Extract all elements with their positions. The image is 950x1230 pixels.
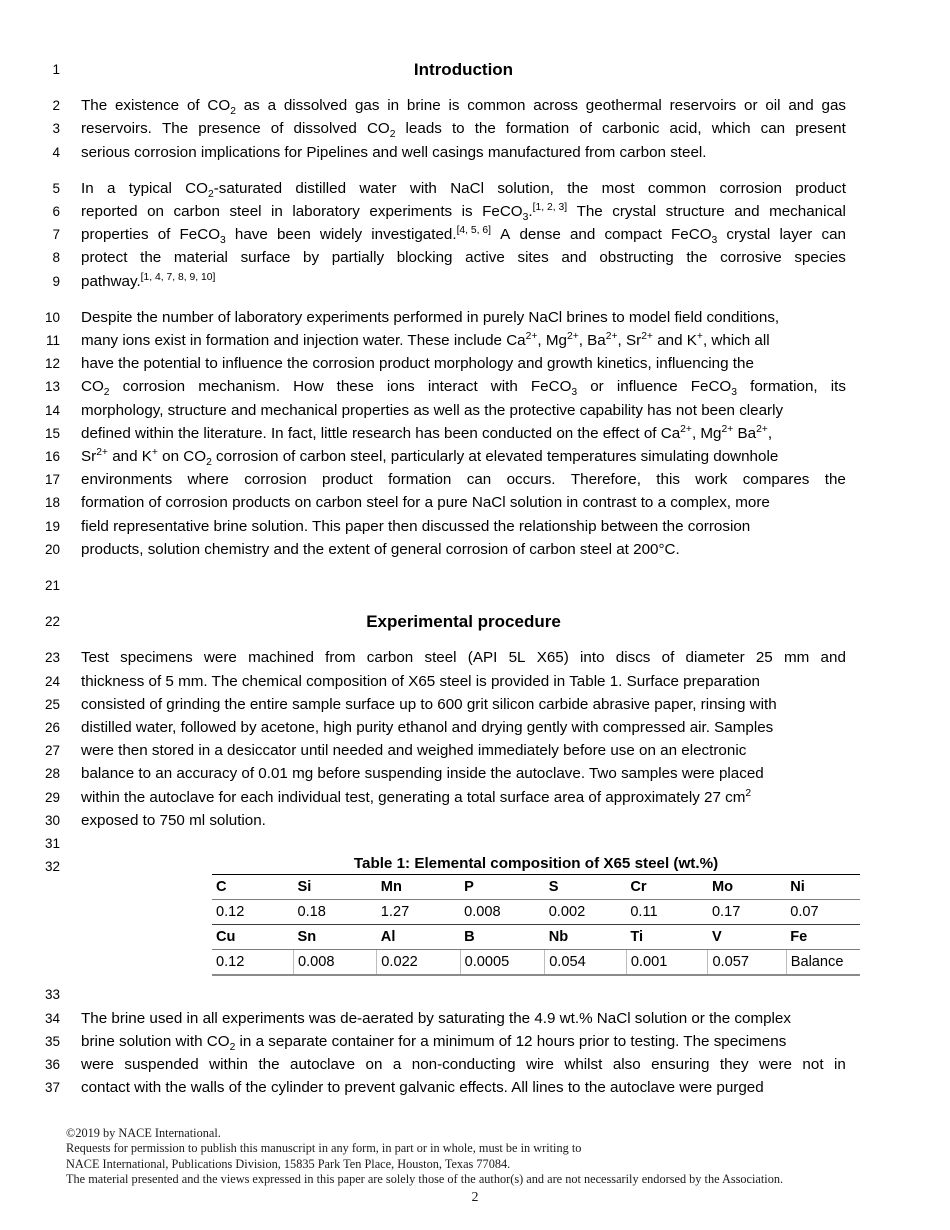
paragraph-line: environments where corrosion product formation can occurs. Therefore, this work compares the: [81, 471, 846, 489]
table-header-cell: Si: [293, 875, 376, 900]
table-cell: 0.002: [545, 900, 627, 925]
text-line: [0, 1076, 950, 1099]
table-cell: 0.0005: [460, 950, 545, 976]
paragraph-line: [60, 574, 846, 597]
line-number: 15: [44, 425, 60, 441]
paragraph-line: reported on carbon steel in laboratory experiments is FeCO$_3$.[1, 2, 3] The crystal structure and mechanical: [81, 201, 846, 224]
text-line: [0, 786, 950, 809]
table-row: [212, 950, 860, 976]
line-number: 21: [44, 578, 60, 594]
line-number: 7: [52, 227, 60, 243]
table-row: [212, 875, 860, 900]
text-line: [0, 1053, 950, 1076]
text-line: [0, 58, 950, 81]
footer-line: The material presented and the views expressed in this paper are solely those of the author(s) and are not necessarily endorsed by the Association.: [66, 1172, 784, 1187]
table-cell: 0.001: [626, 950, 708, 976]
line-number: 4: [52, 144, 60, 160]
line-number: 11: [45, 333, 60, 349]
paragraph-line: The brine used in all experiments was de-aerated by saturating the 4.9 wt.% NaCl solution or the complex: [81, 1009, 791, 1027]
section-heading-experimental: Experimental procedure: [366, 612, 561, 632]
paragraph-line: thickness of 5 mm. The chemical composition of X65 steel is provided in Table 1. Surface preparation: [81, 672, 761, 690]
line-number: 9: [52, 273, 60, 289]
paragraph-line: many ions exist in formation and injection water. These include $Ca^{2+}$, $Mg^{2+}$, $Ba^{2+}$, $Sr^{2+}$ and K+, which all: [81, 330, 770, 350]
table-header-cell: V: [708, 925, 786, 950]
page-title: Introduction: [413, 60, 514, 79]
text-line: [0, 399, 950, 422]
paragraph-line: properties of FeCO$_3$ have been widely investigated.[4, 5, 6] A dense and compact FeCO$_3$ crystal layer can: [81, 225, 846, 247]
table-cell: 0.008: [293, 950, 376, 976]
text-line: [0, 141, 950, 164]
table-header-cell: Al: [377, 925, 460, 950]
footer-line: Requests for permission to publish this manuscript in any form, in part or in whole, must be in writing to: [66, 1141, 582, 1156]
text-line: [0, 832, 950, 855]
line-number: 12: [44, 356, 60, 372]
table-header-cell: C: [212, 875, 293, 900]
table-cell: 0.008: [460, 900, 545, 925]
paragraph-line: protect the material surface by partially blocking active sites and obstructing the corrosive species: [81, 249, 846, 267]
table-header-cell: Sn: [293, 925, 376, 950]
paragraph-line: distilled water, followed by acetone, high purity ethanol and drying gently with compressed air. Samples: [81, 719, 774, 737]
text-line: [0, 246, 950, 269]
line-number: 25: [44, 696, 60, 712]
table-cell: 0.11: [626, 900, 708, 925]
line-number: 2: [52, 98, 60, 114]
text-line: [0, 117, 950, 140]
copyright-footer: [66, 1126, 886, 1188]
table-row: [212, 925, 860, 950]
table-cell: 0.054: [545, 950, 627, 976]
paragraph-line: [60, 832, 846, 855]
paragraph-line: morphology, structure and mechanical properties as well as the protective capability has not been clearly: [81, 401, 784, 419]
elemental-composition-table: [212, 855, 860, 976]
line-number: 36: [44, 1056, 60, 1072]
line-number: 37: [44, 1080, 60, 1096]
table-header-cell: Fe: [786, 925, 860, 950]
table-header-cell: Nb: [545, 925, 627, 950]
text-line: [0, 574, 950, 597]
table-cell: 0.17: [708, 900, 786, 925]
paragraph-line: Test specimens were machined from carbon steel (API 5L X65) into discs of diameter 25 mm and: [81, 649, 846, 667]
text-line: [0, 515, 950, 538]
line-number: 20: [44, 541, 60, 557]
paragraph-line: were then stored in a desiccator until needed and weighed immediately before use on an electronic: [81, 742, 747, 760]
text-line: [0, 375, 950, 398]
line-number: 26: [44, 720, 60, 736]
text-line: [0, 670, 950, 693]
table-header-cell: Cu: [212, 925, 293, 950]
text-line: [0, 716, 950, 739]
line-number: 16: [44, 449, 60, 465]
table-cell: 0.07: [786, 900, 860, 925]
text-line: [0, 223, 950, 246]
line-number: 24: [44, 673, 60, 689]
paragraph-line: within the autoclave for each individual test, generating a total surface area of approximately 27 $cm^2$: [81, 787, 752, 806]
line-number: 35: [44, 1033, 60, 1049]
paragraph-line: field representative brine solution. This paper then discussed the relationship between the corrosion: [81, 517, 751, 535]
paragraph-line: were suspended within the autoclave on a non-conducting wire whilst also ensuring they were not in: [81, 1055, 846, 1073]
line-number: 10: [44, 309, 60, 325]
paragraph-line: defined within the literature. In fact, little research has been conducted on the effect of $Ca^{2+}$, $Mg^{2+}$ $Ba^{2+}$,: [81, 423, 773, 442]
text-line: [0, 94, 950, 117]
paragraph-line: $CO_2$ corrosion mechanism. How these ions interact with FeCO$_3$ or influence FeCO$_3$ formation, its: [81, 378, 846, 399]
line-number: 14: [44, 402, 60, 418]
text-line: [0, 491, 950, 514]
paragraph-line: balance to an accuracy of 0.01 mg before suspending inside the autoclave. Two samples were placed: [81, 765, 764, 783]
text-line: [0, 739, 950, 762]
text-line: [0, 610, 950, 633]
paragraph-line: exposed to 750 ml solution.: [81, 811, 266, 829]
paragraph-line: serious corrosion implications for Pipelines and well casings manufactured from carbon steel.: [81, 143, 707, 161]
line-number: 27: [44, 743, 60, 759]
text-line: [0, 538, 950, 561]
table-header-cell: S: [545, 875, 627, 900]
paragraph-line: products, solution chemistry and the extent of general corrosion of carbon steel at 200°C.: [81, 540, 680, 558]
table-header-cell: B: [460, 925, 545, 950]
paragraph-line: $Sr^{2+}$ and K+ on $CO_2$ corrosion of carbon steel, particularly at elevated temperatures simulating downhole: [81, 446, 779, 469]
paragraph-line: contact with the walls of the cylinder to prevent galvanic effects. All lines to the autoclave were purged: [81, 1079, 764, 1097]
text-line: [0, 200, 950, 223]
table-cell: 0.18: [293, 900, 376, 925]
paragraph-line: Despite the number of laboratory experiments performed in purely NaCl brines to model field conditions,: [81, 308, 780, 326]
paragraph-line: reservoirs. The presence of dissolved $CO_2$ leads to the formation of carbonic acid, which can present: [81, 120, 846, 141]
line-number: 1: [52, 62, 60, 77]
line-number: 13: [44, 379, 60, 395]
table-header-cell: Cr: [626, 875, 708, 900]
line-number: 23: [44, 650, 60, 666]
table-header-cell: P: [460, 875, 545, 900]
page-number: 2: [471, 1190, 479, 1205]
text-line: [0, 177, 950, 200]
line-number: 34: [44, 1010, 60, 1026]
paragraph-line: In a typical $CO_2$-saturated distilled water with NaCl solution, the most common corrosion product: [81, 179, 846, 200]
line-number: 6: [52, 204, 60, 220]
paragraph-line: formation of corrosion products on carbon steel for a pure NaCl solution in contrast to a complex, more: [81, 494, 770, 512]
table-header-cell: Ti: [626, 925, 708, 950]
text-line: [0, 1007, 950, 1030]
text-line: [0, 693, 950, 716]
line-number: 22: [44, 614, 60, 630]
table-header-cell: Mn: [377, 875, 460, 900]
table-header-cell: Ni: [786, 875, 860, 900]
line-number: 28: [44, 766, 60, 782]
text-line: [0, 270, 950, 293]
table-cell: 1.27: [377, 900, 460, 925]
paragraph-line: brine solution with $CO_2$ in a separate container for a minimum of 12 hours prior to testing. The specimens: [81, 1032, 787, 1053]
paragraph-line: consisted of grinding the entire sample surface up to 600 grit silicon carbide abrasive paper, rinsing with: [81, 695, 777, 713]
text-line: [0, 306, 950, 329]
paragraph-line: The existence of $CO_2$ as a dissolved gas in brine is common across geothermal reservoirs or oil and gas: [81, 97, 846, 118]
text-line: [0, 329, 950, 352]
line-number: 30: [44, 812, 60, 828]
paragraph-line: pathway.[1, 4, 7, 8, 9, 10]: [81, 271, 216, 290]
footer-line: ©2019 by NACE International.: [66, 1126, 221, 1140]
text-line: [0, 983, 950, 1006]
table-cell: 0.12: [212, 950, 293, 976]
text-line: [0, 468, 950, 491]
line-number: 5: [52, 180, 60, 196]
paragraph-line: [60, 983, 846, 1006]
line-number: 17: [44, 472, 60, 488]
text-line: [0, 809, 950, 832]
table-cell: 0.022: [377, 950, 460, 976]
paragraph-line: have the potential to influence the corrosion product morphology and growth kinetics, influencing the: [81, 355, 754, 373]
line-number: 18: [44, 495, 60, 511]
line-number: 32: [44, 859, 60, 875]
footer-line: NACE International, Publications Division, 15835 Park Ten Place, Houston, Texas 77084.: [66, 1156, 511, 1171]
table-caption: Table 1: Elemental composition of X65 steel (wt.%): [353, 855, 719, 873]
line-number: 31: [44, 836, 60, 852]
text-line: [0, 762, 950, 785]
table-cell: 0.057: [708, 950, 786, 976]
table-block: [0, 855, 950, 976]
text-line: [0, 445, 950, 468]
table-cell: 0.12: [212, 900, 293, 925]
text-line: [0, 646, 950, 669]
table-row: [212, 900, 860, 925]
text-line: [0, 422, 950, 445]
line-number: 19: [44, 518, 60, 534]
line-number: 3: [52, 121, 60, 137]
line-number: 8: [52, 250, 60, 266]
line-number: 29: [44, 789, 60, 805]
text-line: [0, 352, 950, 375]
table-cell: Balance: [786, 950, 860, 976]
table-header-cell: Mo: [708, 875, 786, 900]
text-line: [0, 1030, 950, 1053]
line-number: 33: [44, 987, 60, 1003]
